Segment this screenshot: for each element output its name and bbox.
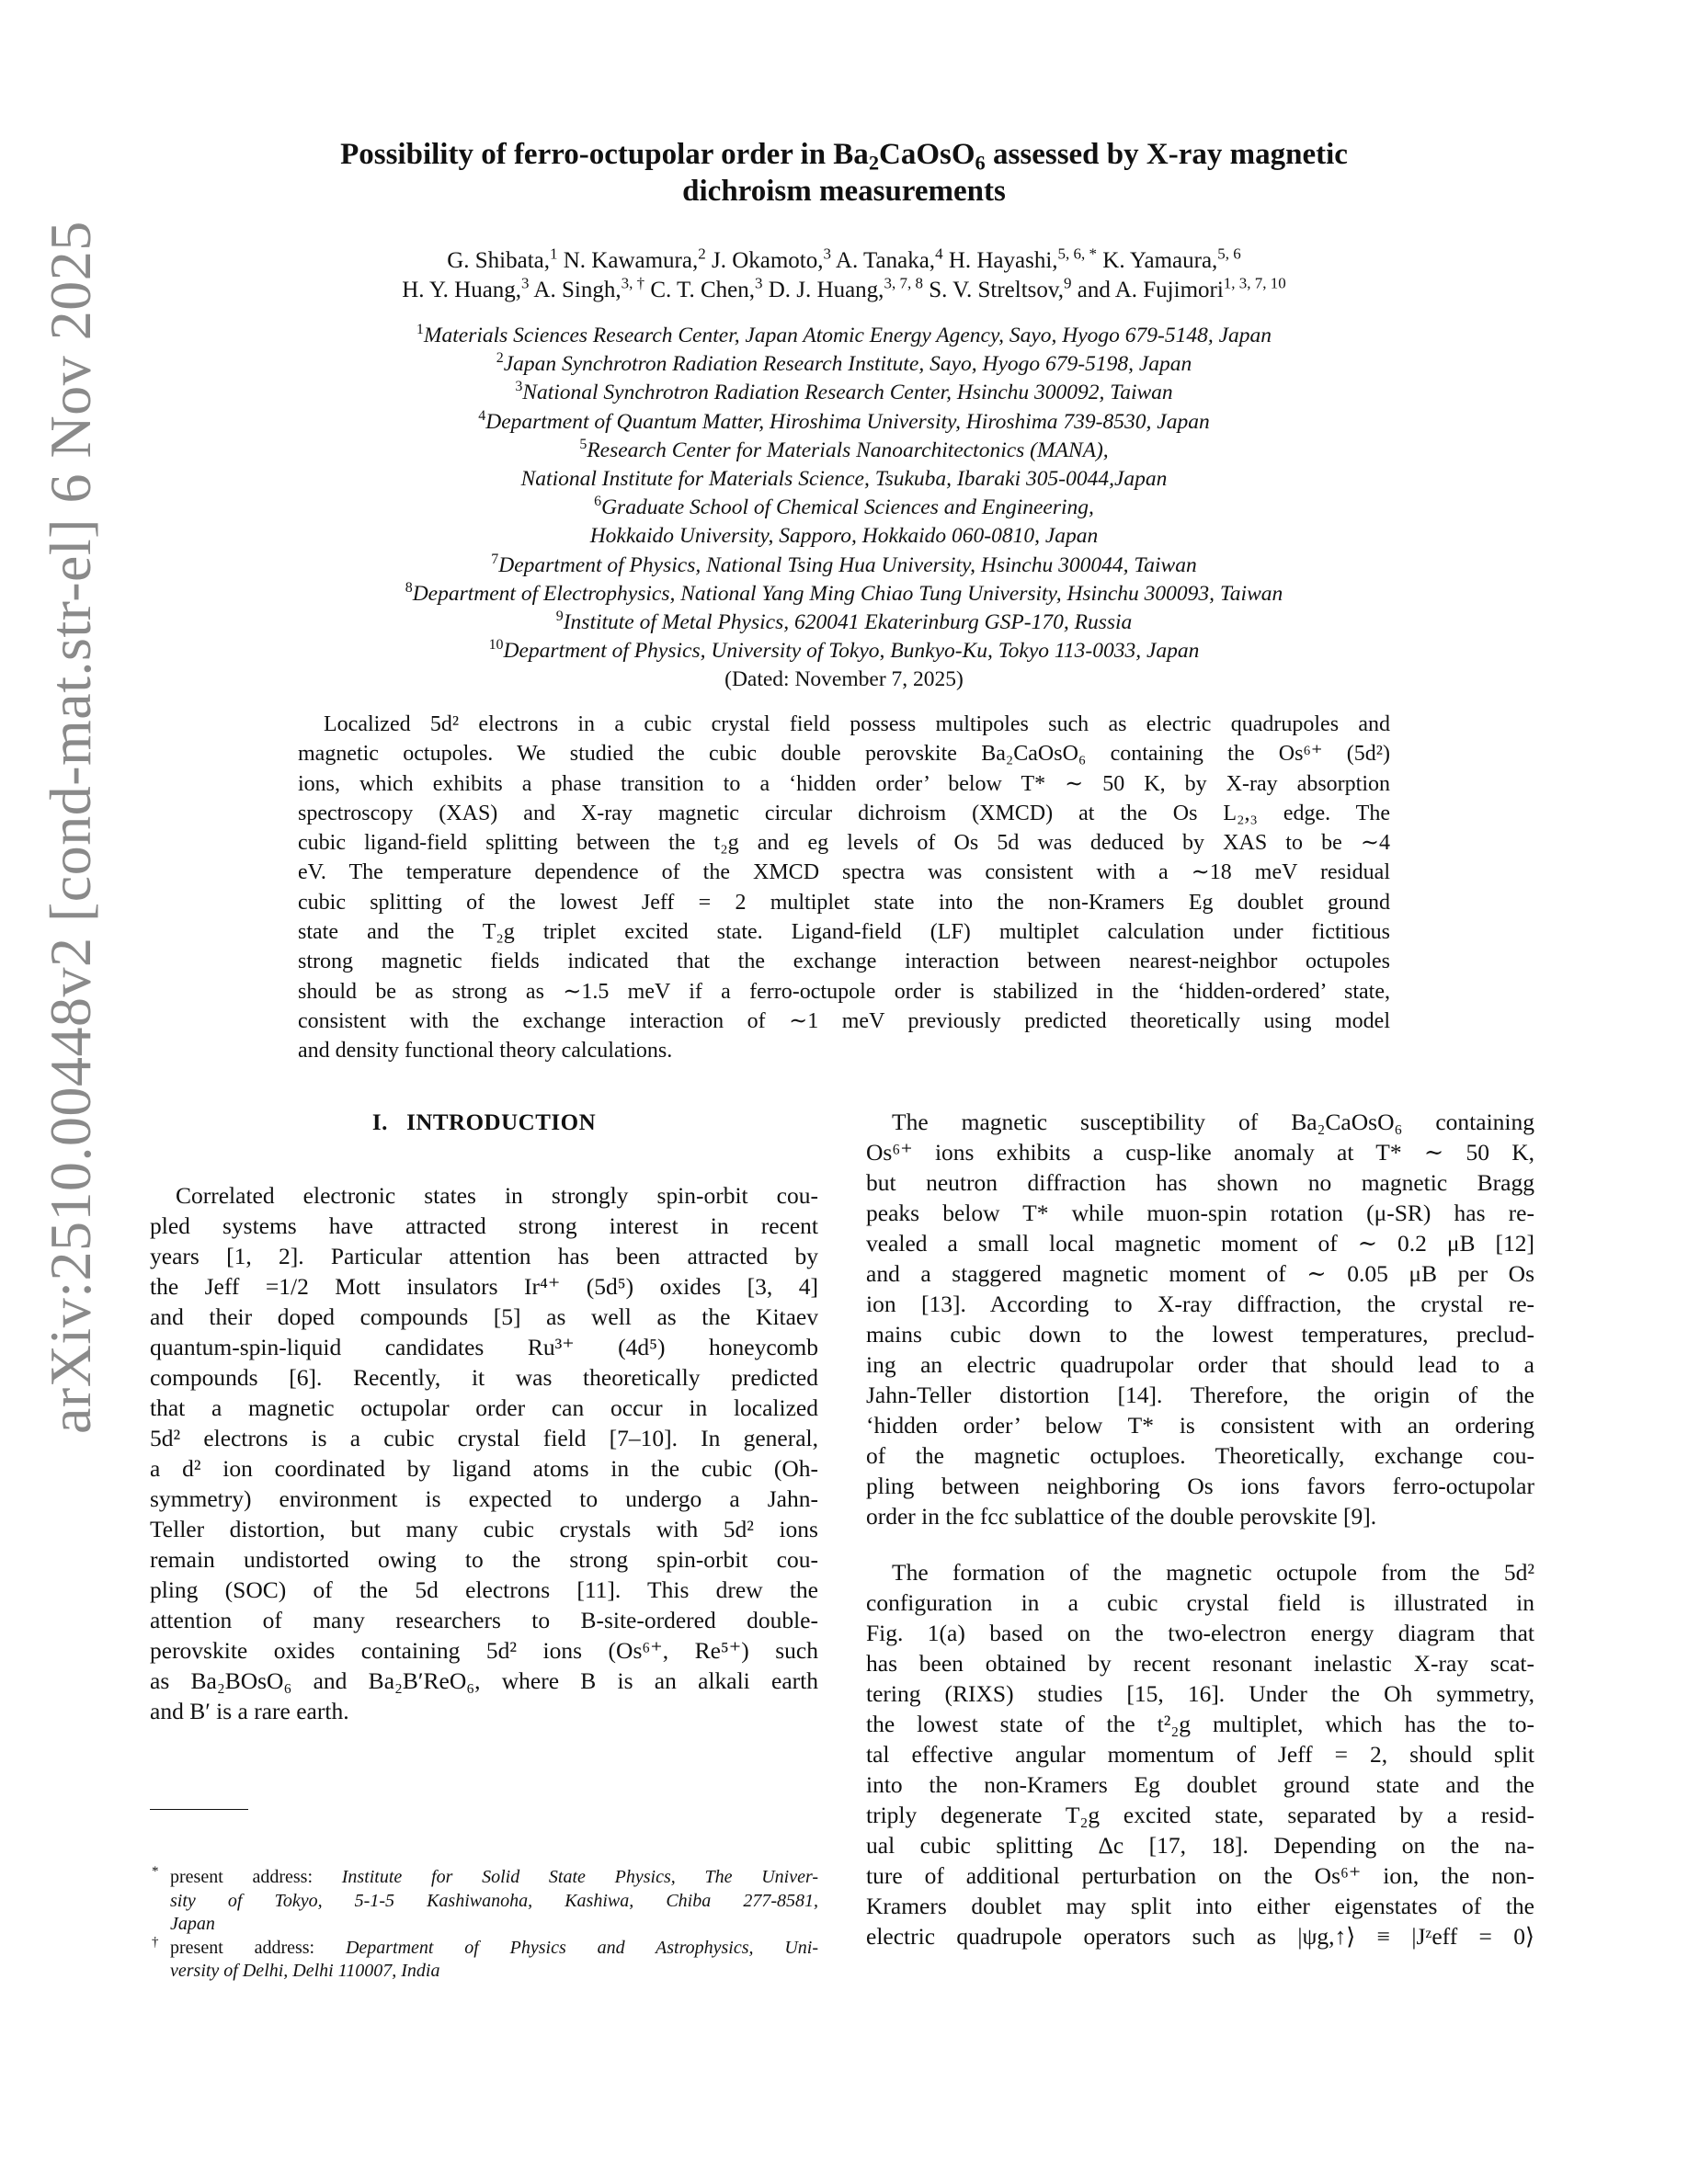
dated-line: (Dated: November 7, 2025) <box>724 667 964 692</box>
title-line-2: dichroism measurements <box>682 175 1006 208</box>
text-line: has been obtained by recent resonant inelastic X-ray scat- <box>866 1650 1534 1677</box>
footnote-mark: * <box>152 1864 159 1879</box>
affiliation <box>147 580 1541 609</box>
text-line: should be as strong as ∼1.5 meV if a ferro-octupole order is stabilized in the ‘hidden-ordered’ state, <box>298 979 1390 1004</box>
affiliation-text: Department of Physics, National Tsing Hua University, Hsinchu 300044, Taiwan <box>498 552 1197 577</box>
text-line: that a magnetic octupolar order can occur in localized <box>150 1394 818 1421</box>
affiliation-text: Japan Synchrotron Radiation Research Institute, Sayo, Hyogo 679-5198, Japan <box>503 352 1192 377</box>
author-affiliation-marker: 1, 3, 7, 10 <box>1223 274 1286 292</box>
author-name: N. Kawamura, <box>563 248 699 273</box>
section-heading-introduction: I. INTRODUCTION <box>371 1110 597 1135</box>
text-line: of the magnetic octuploes. Theoretically, exchange cou- <box>866 1442 1534 1469</box>
affiliation <box>147 637 1541 665</box>
affiliation-continuation: Hokkaido University, Sapporo, Hokkaido 060-0810, Japan <box>589 524 1099 549</box>
author-name: K. Yamaura, <box>1102 248 1218 273</box>
text-line: years [1, 2]. Particular attention has been attracted by <box>150 1243 818 1269</box>
text-line: state and the T₂g triplet excited state. Ligand-field (LF) multiplet calculation under fictitious <box>298 920 1390 945</box>
affiliation-list <box>147 322 1541 695</box>
affiliation-text: Research Center for Materials Nanoarchitectonics (MANA), <box>587 438 1109 462</box>
text-line: 5d² electrons is a cubic crystal field [7–10]. In general, <box>150 1425 818 1451</box>
footnote-text: Institute for Solid State Physics, The Univer- <box>341 1867 818 1887</box>
author-name: J. Okamoto, <box>711 248 824 273</box>
footnote-label: present address: <box>170 1937 346 1958</box>
text-line: cubic splitting of the lowest Jeff = 2 multiplet state into the non-Kramers Eg doublet ground <box>298 890 1390 915</box>
text-line: configuration in a cubic crystal field is illustrated in <box>866 1589 1534 1616</box>
footnote-line: sity of Tokyo, 5-1-5 Kashiwanoha, Kashiwa, Chiba 277-8581, <box>170 1890 818 1911</box>
text-line: Fig. 1(a) based on the two-electron energy diagram that <box>866 1620 1534 1646</box>
text-line: but neutron diffraction has shown no magnetic Bragg <box>866 1169 1534 1196</box>
affiliation <box>147 552 1541 580</box>
text-line: electric quadrupole operators such as |ψg,↑⟩ ≡ |Jᶻeff = 0⟩ <box>866 1923 1534 1950</box>
author-name: H. Hayashi, <box>948 248 1058 273</box>
footnote-divider <box>150 1809 248 1810</box>
affiliation-text: Department of Electrophysics, National Yang Ming Chiao Tung University, Hsinchu 300093, Taiwan <box>412 581 1283 606</box>
affiliation-number: 2 <box>496 350 504 367</box>
text-line: symmetry) environment is expected to undergo a Jahn- <box>150 1485 818 1512</box>
author-name: G. Shibata, <box>447 248 550 273</box>
author-affiliation-marker: 1 <box>550 245 558 263</box>
text-line: Jahn-Teller distortion [14]. Therefore, the origin of the <box>866 1382 1534 1408</box>
affiliation-text: Department of Quantum Matter, Hiroshima University, Hiroshima 739-8530, Japan <box>485 409 1210 434</box>
author-name: S. V. Streltsov, <box>929 278 1064 302</box>
affiliation-text: Institute of Metal Physics, 620041 Ekaterinburg GSP-170, Russia <box>563 610 1133 635</box>
text-line: cubic ligand-field splitting between the t₂g and eg levels of Os 5d was deduced by XAS to be ∼4 <box>298 831 1390 856</box>
footnote-label: present address: <box>170 1867 342 1887</box>
author-list <box>147 246 1541 305</box>
text-line: into the non-Kramers Eg doublet ground state and the <box>866 1771 1534 1798</box>
arxiv-identifier-stamp[interactable]: arXiv:2510.00448v2 [cond-mat.str-el] 6 Nov 2025 <box>38 221 103 1434</box>
text-line: ing an electric quadrupolar order that should lead to a <box>866 1351 1534 1378</box>
text-line: ions, which exhibits a phase transition to a ‘hidden order’ below T* ∼ 50 K, by X-ray absorption <box>298 771 1390 796</box>
text-line: pled systems have attracted strong interest in recent <box>150 1212 818 1239</box>
footnote-text: Department of Physics and Astrophysics, Uni- <box>345 1937 818 1958</box>
text-line: magnetic octupoles. We studied the cubic double perovskite Ba₂CaOsO₆ containing the Os⁶⁺ (5d²) <box>298 742 1390 767</box>
text-line: compounds [6]. Recently, it was theoretically predicted <box>150 1364 818 1391</box>
text-line: remain undistorted owing to the strong spin-orbit cou- <box>150 1546 818 1573</box>
right-column-paragraph-2 <box>866 1557 1534 1951</box>
text-line: Os⁶⁺ ions exhibits a cusp-like anomaly at T* ∼ 50 K, <box>866 1139 1534 1166</box>
affiliation-number: 4 <box>478 407 486 424</box>
text-line: eV. The temperature dependence of the XMCD spectra was consistent with a ∼18 meV residual <box>298 860 1390 885</box>
author-affiliation-marker: 3 <box>823 245 832 263</box>
text-line: Correlated electronic states in strongly spin-orbit cou- <box>176 1182 818 1209</box>
right-column-paragraph-1 <box>866 1107 1534 1531</box>
author-name: A. Singh, <box>533 278 622 302</box>
text-line: ual cubic splitting Δc [17, 18]. Depending on the na- <box>866 1832 1534 1859</box>
text-line: ion [13]. According to X-ray diffraction, the crystal re- <box>866 1291 1534 1317</box>
title-line-1: Possibility of ferro-octupolar order in $Ba_2CaOsO_6$ assessed by X-ray magnetic <box>340 138 1348 175</box>
affiliation <box>147 379 1541 407</box>
text-line: The magnetic susceptibility of Ba₂CaOsO₆ containing <box>892 1109 1534 1135</box>
abstract <box>298 710 1390 1066</box>
paper-title <box>147 136 1541 210</box>
author-line-1 <box>147 246 1541 276</box>
text-line: The formation of the magnetic octupole from the 5d² <box>892 1559 1534 1586</box>
author-name: A. Tanaka, <box>835 248 936 273</box>
author-affiliation-marker: 4 <box>935 245 943 263</box>
text-line: ture of additional perturbation on the Os⁶⁺ ion, the non- <box>866 1862 1534 1889</box>
text-line: order in the fcc sublattice of the double perovskite [9]. <box>866 1503 1377 1530</box>
text-line: and a staggered magnetic moment of ∼ 0.05 μB per Os <box>866 1260 1534 1287</box>
text-line: quantum-spin-liquid candidates Ru³⁺ (4d⁵) honeycomb <box>150 1334 818 1360</box>
affiliation-text: Materials Sciences Research Center, Japan Atomic Energy Agency, Sayo, Hyogo 679-5148, Japan <box>423 324 1272 347</box>
affiliation <box>147 322 1541 350</box>
author-line-2 <box>147 276 1541 305</box>
affiliation-number: 6 <box>594 494 602 510</box>
text-line: Localized 5d² electrons in a cubic crystal field possess multipoles such as electric quadrupoles and <box>324 712 1390 736</box>
text-line: tal effective angular momentum of Jeff = 2, should split <box>866 1741 1534 1768</box>
text-line: consistent with the exchange interaction of ∼1 meV previously predicted theoretically using model <box>298 1008 1390 1033</box>
author-affiliation-marker: 3 <box>755 274 763 292</box>
affiliation-continuation: National Institute for Materials Science, Tsukuba, Ibaraki 305-0044,Japan <box>520 467 1168 492</box>
text-line: and density functional theory calculations. <box>298 1039 673 1064</box>
affiliation <box>147 494 1541 522</box>
footnote <box>150 1866 818 1937</box>
author-affiliation-marker: 3, † <box>621 274 645 292</box>
text-line: mains cubic down to the lowest temperatures, preclud- <box>866 1321 1534 1348</box>
text-line: perovskite oxides containing 5d² ions (Os⁶⁺, Re⁵⁺) such <box>150 1637 818 1664</box>
text-line: Kramers doublet may split into either eigenstates of the <box>866 1893 1534 1919</box>
affiliation-number: 8 <box>405 580 413 597</box>
text-line: attention of many researchers to B-site-ordered double- <box>150 1607 818 1633</box>
text-line: peaks below T* while muon-spin rotation (μ-SR) has re- <box>866 1200 1534 1226</box>
text-line: the Jeff =1/2 Mott insulators Ir⁴⁺ (5d⁵) oxides [3, 4] <box>150 1273 818 1300</box>
text-line: the lowest state of the t²₂g multiplet, which has the to- <box>866 1711 1534 1737</box>
text-line: vealed a small local magnetic moment of ∼ 0.2 μB [12] <box>866 1230 1534 1257</box>
author-name: H. Y. Huang, <box>402 278 522 302</box>
text-line: ‘hidden order’ below T* is consistent with an ordering <box>866 1412 1534 1439</box>
author-affiliation-marker: 3, 7, 8 <box>884 274 923 292</box>
text-line: as Ba₂BOsO₆ and Ba₂B′ReO₆, where B is an alkali earth <box>150 1667 818 1694</box>
author-affiliation-marker: 9 <box>1064 274 1072 292</box>
affiliation <box>147 609 1541 637</box>
text-line: and B′ is a rare earth. <box>150 1698 349 1724</box>
text-line: pling between neighboring Os ions favors ferro-octupolar <box>866 1473 1534 1499</box>
text-line: spectroscopy (XAS) and X-ray magnetic circular dichroism (XMCD) at the Os L₂,₃ edge. The <box>298 801 1390 825</box>
author-affiliation-marker: 5, 6, * <box>1057 245 1098 263</box>
left-column-paragraph-1 <box>150 1180 818 1726</box>
footnote-line <box>170 1937 818 1961</box>
footnotes <box>150 1866 818 1984</box>
author-name: C. T. Chen, <box>650 278 755 302</box>
footnote <box>150 1934 818 1984</box>
text-line: and their doped compounds [5] as well as the Kitaev <box>150 1303 818 1330</box>
affiliation-number: 5 <box>579 437 587 453</box>
author-affiliation-marker: 2 <box>698 245 706 263</box>
affiliation-number: 7 <box>491 551 499 567</box>
affiliation-number: 3 <box>515 379 523 395</box>
text-line: tering (RIXS) studies [15, 16]. Under the Oh symmetry, <box>866 1680 1534 1707</box>
affiliation <box>147 437 1541 465</box>
text-line: strong magnetic fields indicated that the exchange interaction between nearest-neighbor octupoles <box>298 950 1390 974</box>
footnote-line: Japan <box>170 1914 215 1934</box>
footnote-line <box>170 1866 818 1890</box>
affiliation-text: National Synchrotron Radiation Research Center, Hsinchu 300092, Taiwan <box>522 381 1173 405</box>
affiliation-number: 10 <box>488 637 504 654</box>
text-line: pling (SOC) of the 5d electrons [11]. This drew the <box>150 1576 818 1603</box>
affiliation-text: Graduate School of Chemical Sciences and Engineering, <box>601 495 1094 520</box>
author-name: and A. Fujimori <box>1077 278 1224 302</box>
author-name: D. J. Huang, <box>768 278 884 302</box>
text-line: triply degenerate T₂g excited state, separated by a resid- <box>866 1802 1534 1828</box>
affiliation-text: Department of Physics, University of Tokyo, Bunkyo-Ku, Tokyo 113-0033, Japan <box>503 639 1200 664</box>
affiliation-number: 1 <box>416 322 424 338</box>
affiliation-number: 9 <box>555 609 564 625</box>
footnote-mark: † <box>152 1934 159 1950</box>
text-line: Teller distortion, but many cubic crystals with 5d² ions <box>150 1516 818 1542</box>
affiliation <box>147 350 1541 379</box>
author-affiliation-marker: 3 <box>521 274 530 292</box>
author-affiliation-marker: 5, 6 <box>1217 245 1241 263</box>
text-line: a d² ion coordinated by ligand atoms in the cubic (Oh- <box>150 1455 818 1482</box>
footnote-line: versity of Delhi, Delhi 110007, India <box>170 1961 440 1981</box>
affiliation <box>147 408 1541 437</box>
